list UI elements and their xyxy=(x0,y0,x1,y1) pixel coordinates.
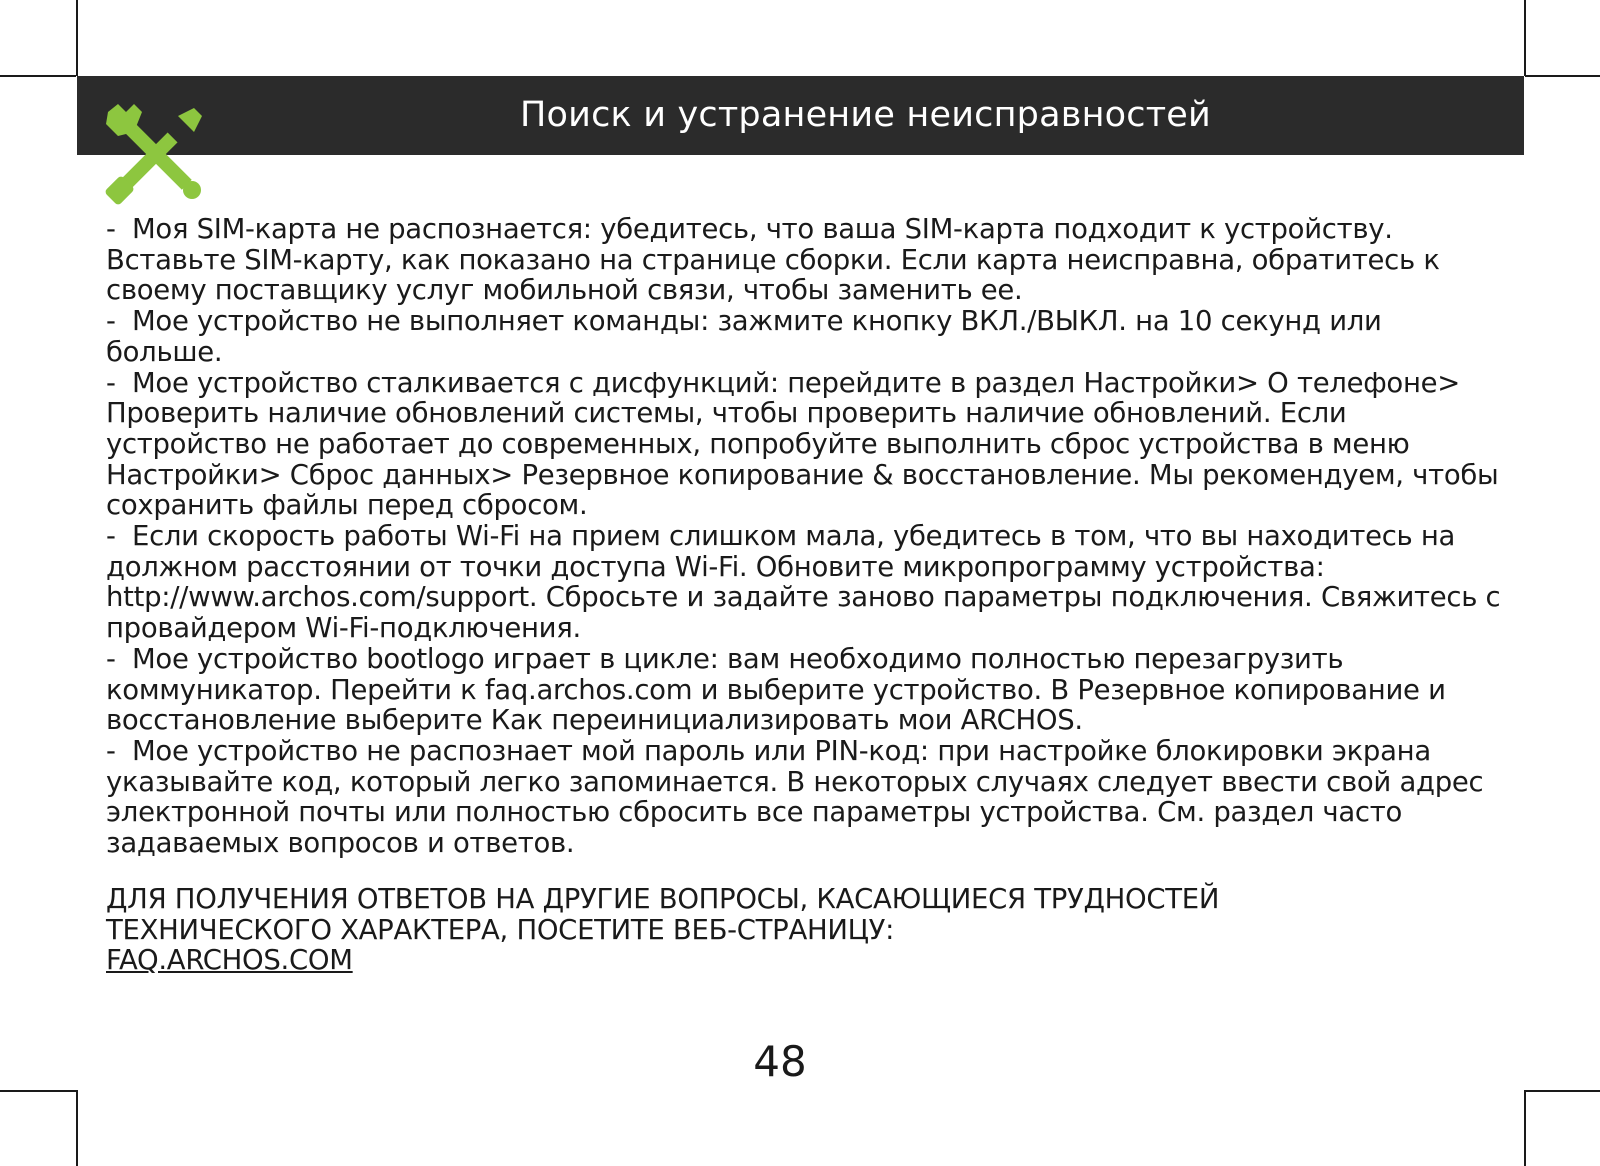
item-text: Если скорость работы Wi-Fi на прием слишком мала, убедитесь в том, что вы находитесь на должном расстоянии от точки доступа Wi-Fi. Обновите микропрограмму устройства: http://www.archos.com/support. Сбросьте и задайте заново параметры подключения. Свяжитесь с провайдером Wi-Fi-подключения. xyxy=(106,520,1501,645)
list-bullet: - xyxy=(106,305,116,338)
page-title: Поиск и устранение неисправностей xyxy=(520,95,1211,135)
list-item xyxy=(106,214,1506,306)
list-bullet: - xyxy=(106,213,116,245)
crop-mark-bottom-left-vertical xyxy=(76,1090,78,1166)
list-item xyxy=(106,521,1506,644)
crop-mark-top-right-vertical xyxy=(1524,0,1526,76)
item-text: Моя SIM-карта не распознается: убедитесь, что ваша SIM-карта подходит к устройству. Вставьте SIM-карту, как показано на странице сборки. Если карта неисправна, обратитесь к своему поставщику услуг мобильной связи, чтобы заменить ее. xyxy=(106,213,1440,307)
faq-link[interactable]: FAQ.ARCHOS.COM xyxy=(106,944,353,977)
troubleshooting-list xyxy=(106,214,1506,859)
crop-mark-top-left-horizontal xyxy=(0,75,76,77)
faq-notice-line-2: ТЕХНИЧЕСКОГО ХАРАКТЕРА, ПОСЕТИТЕ ВЕБ-СТРАНИЦУ: xyxy=(106,913,895,946)
list-item xyxy=(106,736,1506,859)
crop-mark-bottom-right-horizontal xyxy=(1525,1090,1600,1092)
list-bullet: - xyxy=(106,734,116,767)
crop-mark-top-left-vertical xyxy=(76,0,78,76)
list-item xyxy=(106,368,1506,522)
list-bullet: - xyxy=(106,520,116,553)
list-bullet: - xyxy=(106,642,116,675)
item-text: Мое устройство не распознает мой пароль или PIN-код: при настройке блокировки экрана указывайте код, который легко запоминается. В некоторых случаях следует ввести свой адрес электронной почты или полностью сбросить все параметры устройства. См. раздел часто задаваемых вопросов и ответов. xyxy=(106,734,1484,860)
item-text: Мое устройство bootlogo играет в цикле: вам необходимо полностью перезагрузить коммуникатор. Перейти к faq.archos.com и выберите устройство. В Резервное копирование и восстановление выберите Как переинициализировать мои ARCHOS. xyxy=(106,642,1446,737)
list-item xyxy=(106,306,1506,367)
crop-mark-bottom-left-horizontal xyxy=(0,1090,76,1092)
faq-notice xyxy=(106,884,1506,976)
wrench-screwdriver-icon xyxy=(104,102,208,206)
faq-notice-line-1: ДЛЯ ПОЛУЧЕНИЯ ОТВЕТОВ НА ДРУГИЕ ВОПРОСЫ, КАСАЮЩИЕСЯ ТРУДНОСТЕЙ xyxy=(106,883,1220,915)
page-number: 48 xyxy=(753,1037,807,1086)
list-item xyxy=(106,644,1506,736)
crop-mark-top-right-horizontal xyxy=(1525,75,1600,77)
item-text: Мое устройство сталкивается с дисфункций: перейдите в раздел Настройки> О телефоне> Проверить наличие обновлений системы, чтобы проверить наличие обновлений. Если устройство не работает до современных, попробуйте выполнить сброс устройства в меню Настройки> Сброс данных> Резервное копирование & восстановление. Мы рекомендуем, чтобы сохранить файлы перед сбросом. xyxy=(106,366,1499,522)
list-bullet: - xyxy=(106,366,116,399)
crop-mark-bottom-right-vertical xyxy=(1524,1090,1526,1166)
section-header xyxy=(77,76,1524,155)
item-text: Мое устройство не выполняет команды: зажмите кнопку ВКЛ./ВЫКЛ. на 10 секунд или больше. xyxy=(106,305,1382,368)
